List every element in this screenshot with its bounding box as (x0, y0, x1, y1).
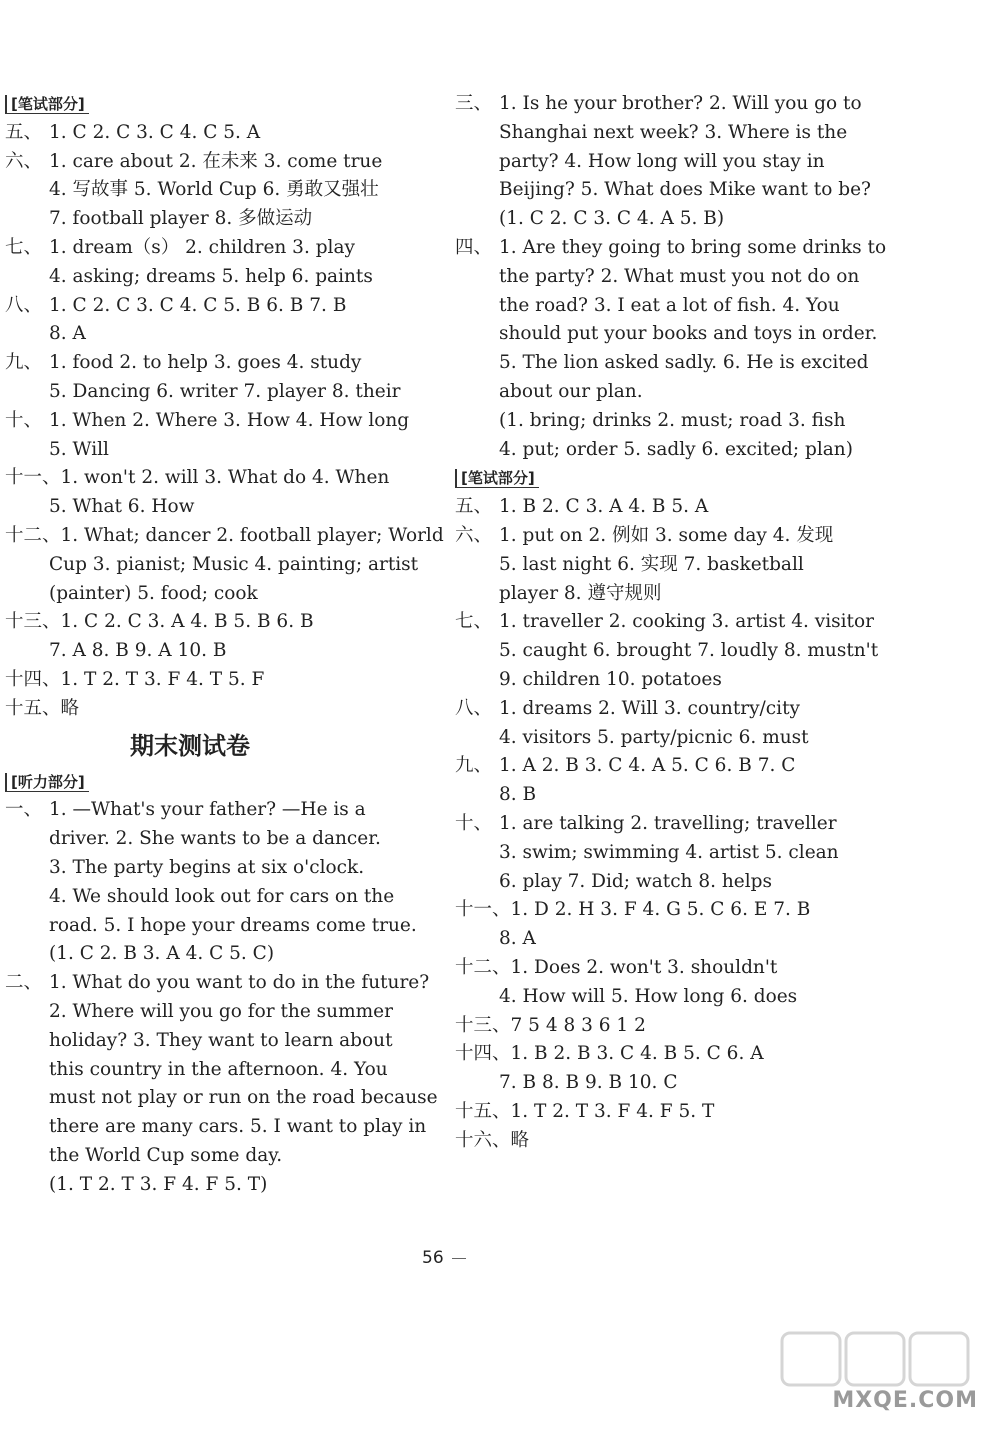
answer-line (5, 883, 415, 912)
answer-text: 1. Are they going to bring some drinks to (499, 236, 887, 258)
answer-text: 7 5 4 8 3 6 1 2 (510, 1014, 646, 1036)
question-number: 十四、 (455, 1043, 511, 1065)
answer-line (455, 983, 865, 1012)
answer-text: party? 4. How long will you stay in (499, 150, 825, 172)
answer-line (5, 205, 415, 234)
question-number: 十二、 (5, 524, 61, 546)
question-number: 九、 (5, 352, 43, 374)
right-written-answer-list (455, 493, 879, 1155)
answer-text: 1. C 2. C 3. C 4. C 5. B 6. B 7. B (49, 294, 347, 316)
answer-text: player 8. 遵守规则 (499, 582, 662, 604)
right-listening-answer-list (455, 90, 887, 464)
answer-text: (1. C 2. C 3. C 4. A 5. B) (499, 208, 725, 230)
question-number: 三、 (455, 93, 493, 114)
answer-text: 1. dreams 2. Will 3. country/city (499, 697, 800, 719)
answer-text: 1. C 2. C 3. A 4. B 5. B 6. B (60, 611, 314, 633)
page-number (422, 1248, 466, 1268)
answer-text: 1. put on 2. 例如 3. some day 4. 发现 (499, 524, 834, 546)
answer-line (455, 1098, 865, 1127)
left-column (5, 90, 444, 1199)
answer-text: 5. last night 6. 实现 7. basketball (499, 553, 804, 575)
question-number: 十、 (455, 812, 493, 834)
answer-text: 4. How will 5. How long 6. does (499, 985, 798, 1007)
answer-line (455, 1069, 865, 1098)
answer-line (455, 608, 874, 637)
answer-text: 1. food 2. to help 3. goes 4. study (49, 352, 362, 374)
left-listening-answer-list (5, 796, 438, 1199)
question-number: 十一、 (455, 899, 511, 921)
question-number: 七、 (455, 611, 493, 633)
answer-line (5, 637, 415, 666)
answer-line (455, 176, 871, 205)
answer-line (5, 580, 415, 609)
answer-text: 7. A 8. B 9. A 10. B (49, 640, 227, 662)
page-number-text: 56 (422, 1248, 444, 1268)
answer-text: 1. What; dancer 2. football player; World (60, 524, 444, 546)
answer-text: 4. asking; dreams 5. help 6. paints (49, 265, 373, 287)
answer-text: 5. Dancing 6. writer 7. player 8. their (49, 380, 401, 402)
page-number-dash (452, 1258, 466, 1259)
question-number: 六、 (5, 150, 43, 172)
question-number: 二、 (5, 972, 43, 994)
question-number: 十一、 (5, 467, 61, 489)
answer-text: 7. football player 8. 多做运动 (49, 208, 313, 230)
answer-text: (painter) 5. food; cook (49, 582, 258, 604)
answer-line (5, 1142, 415, 1171)
answer-text: should put your books and toys in order. (499, 323, 878, 345)
answer-text: 5. What 6. How (49, 496, 195, 518)
answer-line (455, 436, 865, 465)
answer-line (5, 522, 444, 551)
answer-line (5, 666, 415, 695)
question-number: 十三、 (455, 1014, 511, 1036)
section-tag: [笔试部分] (455, 469, 539, 488)
answer-line (5, 998, 415, 1027)
question-number: 九、 (455, 755, 493, 777)
answer-line (455, 695, 865, 724)
answer-line (455, 263, 865, 292)
question-number: 一、 (5, 799, 43, 821)
question-number: 十六、 (455, 1129, 511, 1151)
question-number: 十四、 (5, 668, 61, 690)
answer-text: 1. T 2. T 3. F 4. T 5. F (60, 668, 265, 690)
answer-line (5, 263, 415, 292)
answer-text: 1. B 2. B 3. C 4. B 5. C 6. A (510, 1043, 764, 1065)
written-section-label (455, 464, 865, 493)
answer-text: 3. The party begins at six o'clock. (49, 856, 365, 878)
answer-line (5, 608, 415, 637)
question-number: 十、 (5, 409, 43, 431)
answer-text: 1. D 2. H 3. F 4. G 5. C 6. E 7. B (510, 899, 811, 921)
section-tag: [听力部分] (5, 773, 89, 792)
answer-line (455, 1012, 865, 1041)
answer-text: 1. A 2. B 3. C 4. A 5. C 6. B 7. C (499, 755, 796, 777)
answer-text: must not play or run on the road because (49, 1087, 438, 1109)
answer-line (5, 292, 415, 321)
answer-text: 8. A (499, 928, 536, 950)
answer-line (455, 90, 865, 119)
question-number: 五、 (455, 496, 493, 518)
answer-text: the road? 3. I eat a lot of fish. 4. You (499, 294, 840, 316)
answer-line (5, 940, 415, 969)
answer-text: 2. Where will you go for the summer (49, 1000, 393, 1022)
answer-text: holiday? 3. They want to learn about (49, 1029, 393, 1051)
section-tag: [笔试部分] (5, 95, 89, 114)
answer-line (455, 868, 865, 897)
answer-text: there are many cars. 5. I want to play in (49, 1116, 427, 1138)
answer-text: 1. care about 2. 在未来 3. come true (49, 150, 383, 172)
answer-line (455, 810, 865, 839)
answer-line (5, 493, 415, 522)
question-number: 五、 (5, 121, 43, 143)
answer-line (5, 1171, 415, 1200)
section-title: 期末测试卷 (130, 731, 250, 760)
answer-line (455, 205, 865, 234)
answer-text: 1. T 2. T 3. F 4. F 5. T (510, 1100, 715, 1122)
answer-text: 1. dream（s） 2. children 3. play (49, 236, 355, 258)
answer-text: 4. We should look out for cars on the (49, 885, 395, 907)
answer-line (5, 176, 415, 205)
answer-line (455, 1040, 865, 1069)
answer-text: 1. traveller 2. cooking 3. artist 4. visitor (499, 611, 874, 633)
answer-text: driver. 2. She wants to be a dancer. (49, 828, 381, 850)
answer-text: (1. bring; drinks 2. must; road 3. fish (499, 409, 846, 431)
answer-line (455, 896, 865, 925)
answer-text: 6. play 7. Did; watch 8. helps (499, 870, 772, 892)
answer-line (5, 1084, 438, 1113)
answer-line (455, 551, 865, 580)
answer-text: 4. put; order 5. sadly 6. excited; plan) (499, 438, 853, 460)
answer-line (5, 695, 415, 724)
answer-line (455, 234, 887, 263)
answer-text: 9. children 10. potatoes (499, 668, 722, 690)
answer-line (455, 522, 865, 551)
answer-text: 5. Will (49, 438, 109, 460)
answer-line (455, 637, 879, 666)
answer-text: 5. caught 6. brought 7. loudly 8. mustn't (499, 640, 879, 662)
question-number: 十五、 (455, 1100, 511, 1122)
answer-line (5, 320, 415, 349)
answer-line (5, 796, 415, 825)
answer-line (455, 839, 865, 868)
answer-text: (1. C 2. B 3. A 4. C 5. C) (49, 943, 275, 965)
answer-line (5, 969, 430, 998)
question-number: 四、 (455, 236, 493, 258)
answer-text: Beijing? 5. What does Mike want to be? (499, 179, 871, 201)
answer-text: Shanghai next week? 3. Where is the (499, 121, 848, 143)
answer-text: 5. The lion asked sadly. 6. He is excited (499, 352, 869, 374)
answer-line (455, 407, 865, 436)
answer-text: 1. are talking 2. travelling; traveller (499, 812, 837, 834)
question-number: 十五、 (5, 697, 61, 719)
answer-line (455, 954, 865, 983)
question-number: 八、 (455, 697, 493, 719)
answer-text: 4. 写故事 5. World Cup 6. 勇敢又强壮 (49, 179, 379, 201)
answer-line (455, 378, 865, 407)
answer-line (5, 551, 419, 580)
answer-line (455, 752, 865, 781)
answer-line (5, 912, 415, 941)
question-number: 六、 (455, 524, 493, 546)
answer-line (455, 1127, 865, 1156)
answer-line (5, 148, 415, 177)
watermark-site-text: MXQE.COM (832, 1388, 978, 1413)
answer-text: the party? 2. What must you not do on (499, 265, 860, 287)
answer-line (5, 854, 415, 883)
answer-text: 略 (60, 697, 80, 719)
answer-text: 8. A (49, 323, 86, 345)
question-number: 八、 (5, 294, 43, 316)
right-column (455, 90, 887, 1155)
question-number: 十二、 (455, 956, 511, 978)
answer-line (455, 119, 865, 148)
answer-line (455, 292, 865, 321)
answer-line (5, 407, 415, 436)
answer-line (455, 925, 865, 954)
left-answer-list (5, 119, 444, 724)
answer-text: 1. won't 2. will 3. What do 4. When (60, 467, 390, 489)
answer-text: 1. C 2. C 3. C 4. C 5. A (49, 121, 261, 143)
written-section-label (5, 90, 415, 119)
answer-line (5, 1113, 427, 1142)
question-number: 十三、 (5, 611, 61, 633)
answer-text: 4. visitors 5. party/picnic 6. must (499, 726, 809, 748)
answer-line (5, 1056, 415, 1085)
answer-text: this country in the afternoon. 4. You (49, 1058, 388, 1080)
answer-text: 1. Is he your brother? 2. Will you go to (499, 93, 862, 114)
answer-text: 略 (510, 1129, 530, 1151)
answer-line (455, 580, 865, 609)
answer-line (5, 234, 415, 263)
answer-text: 8. B (499, 784, 537, 806)
answer-line (455, 666, 865, 695)
answer-line (455, 320, 878, 349)
answer-text: Cup 3. pianist; Music 4. painting; artist (49, 553, 419, 575)
answer-text: 1. —What's your father? —He is a (49, 799, 366, 821)
answer-line (5, 825, 415, 854)
answer-line (455, 148, 865, 177)
answer-line (455, 349, 869, 378)
answer-line (455, 781, 865, 810)
answer-text: (1. T 2. T 3. F 4. F 5. T) (49, 1173, 268, 1195)
answer-text: 1. Does 2. won't 3. shouldn't (510, 956, 778, 978)
answer-line (5, 436, 415, 465)
answer-text: the World Cup some day. (49, 1144, 283, 1166)
answer-text: road. 5. I hope your dreams come true. (49, 914, 417, 936)
answer-line (455, 493, 865, 522)
listening-section-label (5, 768, 415, 797)
answer-text: 1. When 2. Where 3. How 4. How long (49, 409, 410, 431)
answer-text: 3. swim; swimming 4. artist 5. clean (499, 841, 839, 863)
answer-text: 1. What do you want to do in the future? (49, 972, 430, 994)
answer-line (5, 349, 415, 378)
answer-line (5, 464, 415, 493)
answer-text: 7. B 8. B 9. B 10. C (499, 1072, 678, 1094)
answer-text: 1. B 2. C 3. A 4. B 5. A (499, 496, 709, 518)
answer-line (5, 378, 415, 407)
answer-text: about our plan. (499, 380, 643, 402)
answer-line (5, 1027, 415, 1056)
answer-line (5, 119, 415, 148)
answer-line (455, 724, 865, 753)
question-number: 七、 (5, 236, 43, 258)
